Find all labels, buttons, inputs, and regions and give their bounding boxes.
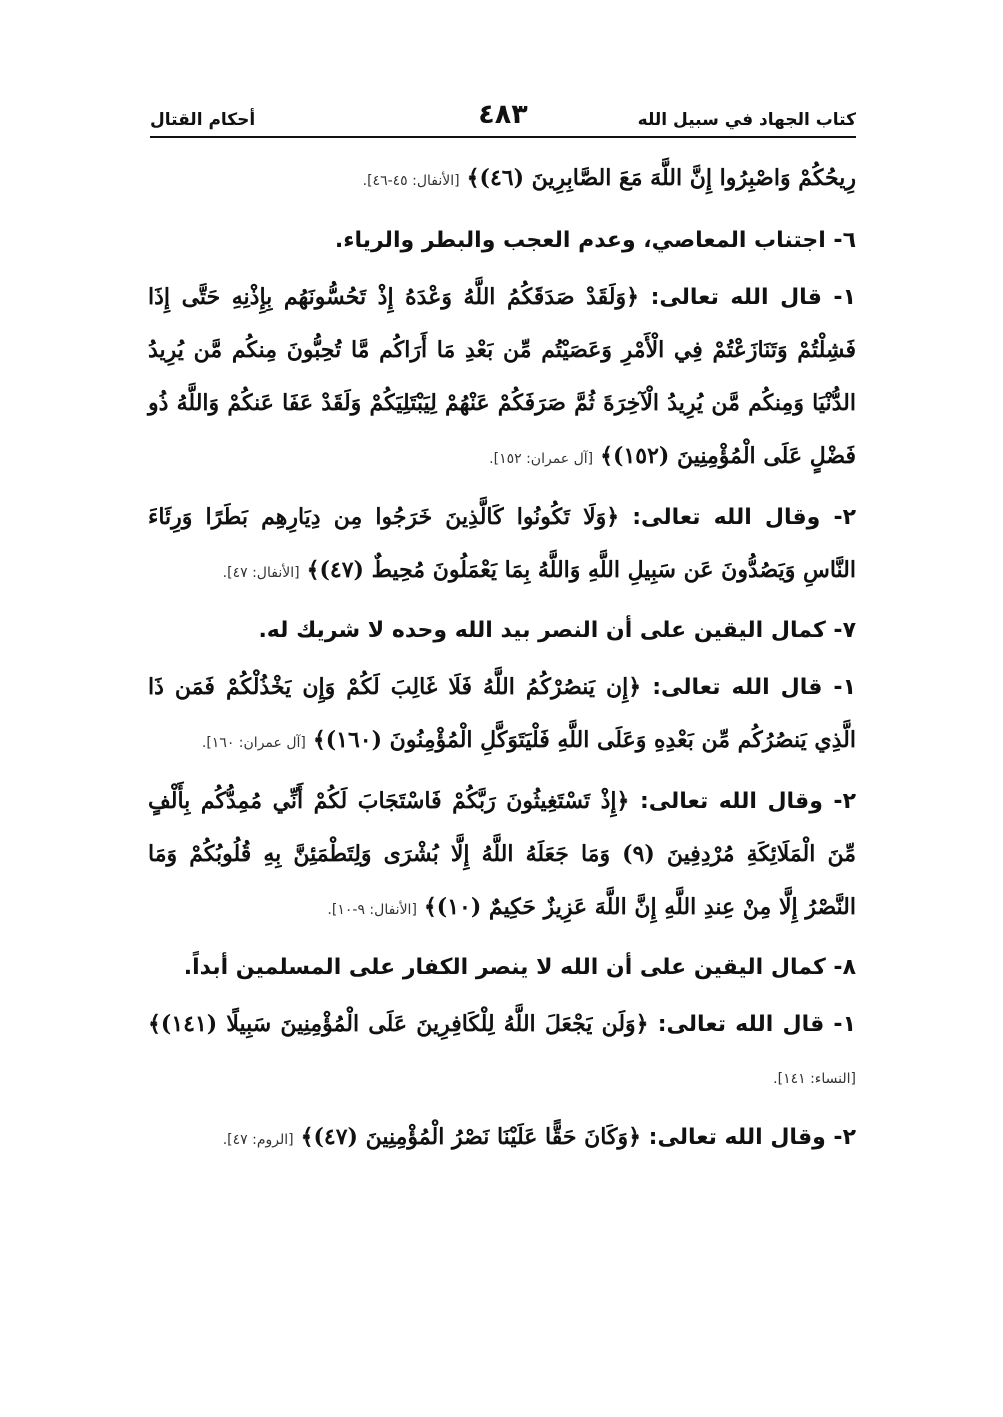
verse-reference: [آل عمران: ١٦٠]. xyxy=(201,735,306,751)
verse-text: إِن يَنصُرْكُمُ اللَّهُ فَلَا غَالِبَ لَكُمْ وَإِن يَخْذُلْكُمْ فَمَن ذَا الَّذِي يَنصُرُكُم مِّن بَعْدِهِ وَعَلَى اللَّهِ فَلْيَتَوَكَّلِ الْمُؤْمِنُونَ (١٦٠)﴾ xyxy=(148,674,856,753)
verse-text: وَلَقَدْ صَدَقَكُمُ اللَّهُ وَعْدَهُ إِذْ تَحُسُّونَهُم بِإِذْنِهِ حَتَّى إِذَا فَشِلْتُمْ وَتَنَازَعْتُمْ فِي الْأَمْرِ وَعَصَيْتُم مِّن بَعْدِ مَا أَرَاكُم مَّا تُحِبُّونَ مِنكُم مَّن يُرِيدُ الدُّنْيَا وَمِنكُم مَّن يُرِيدُ الْآخِرَةَ ثُمَّ صَرَفَكُمْ عَنْهُمْ لِيَبْتَلِيَكُمْ وَلَقَدْ عَفَا عَنكُمْ وَاللَّهُ ذُو فَضْلٍ عَلَى الْمُؤْمِنِينَ (١٥٢)﴾ xyxy=(148,284,856,469)
chapter-title: أحكام القتال xyxy=(150,110,256,130)
section7-item1 xyxy=(148,661,856,769)
verse-text: إِذْ تَسْتَغِيثُونَ رَبَّكُمْ فَاسْتَجَابَ لَكُمْ أَنِّي مُمِدُّكُم بِأَلْفٍ مِّنَ الْمَلَائِكَةِ مُرْدِفِينَ (٩) وَمَا جَعَلَهُ اللَّهُ إِلَّا بُشْرَى وَلِتَطْمَئِنَّ بِهِ قُلُوبُكُمْ وَمَا النَّصْرُ إِلَّا مِنْ عِندِ اللَّهِ إِنَّ اللَّهَ عَزِيزٌ حَكِيمٌ (١٠)﴾ xyxy=(148,788,856,920)
book-title: كتاب الجهاد في سبيل الله xyxy=(637,110,856,130)
page-body xyxy=(148,152,856,1172)
item-intro: ١- قال الله تعالى: ﴿ xyxy=(635,1012,856,1037)
section8-item2 xyxy=(148,1111,856,1166)
item-intro: ٢- وقال الله تعالى: ﴿ xyxy=(616,789,856,814)
verse-reference: [الأنفال: ٤٧]. xyxy=(222,565,300,581)
item-intro: ١- قال الله تعالى: ﴿ xyxy=(626,285,856,310)
section-heading-8: ٨- كمال اليقين على أن الله لا ينصر الكفار على المسلمين أبداً. xyxy=(183,955,856,980)
section6-item2 xyxy=(148,491,856,599)
section6-item1 xyxy=(148,271,856,485)
section8-item1 xyxy=(148,998,856,1105)
section7-item2 xyxy=(148,775,856,936)
verse-reference: [الأنفال: ٤٥-٤٦]. xyxy=(362,173,460,189)
verse-text: وَلَن يَجْعَلَ اللَّهُ لِلْكَافِرِينَ عَلَى الْمُؤْمِنِينَ سَبِيلًا (١٤١)﴾ xyxy=(148,1011,636,1037)
verse-text: رِيحُكُمْ وَاصْبِرُوا إِنَّ اللَّهَ مَعَ الصَّابِرِينَ (٤٦)﴾ xyxy=(466,165,856,191)
page-header xyxy=(150,96,856,138)
item-intro: ٢- وقال الله تعالى: ﴿ xyxy=(628,1125,856,1150)
section-heading-6: ٦- اجتناب المعاصي، وعدم العجب والبطر والرياء. xyxy=(334,228,856,253)
verse-reference: [آل عمران: ١٥٢]. xyxy=(489,451,594,467)
verse-text: وَلَا تَكُونُوا كَالَّذِينَ خَرَجُوا مِن دِيَارِهِم بَطَرًا وَرِئَاءَ النَّاسِ وَيَصُدُّونَ عَن سَبِيلِ اللَّهِ وَاللَّهُ بِمَا يَعْمَلُونَ مُحِيطٌ (٤٧)﴾ xyxy=(148,504,856,583)
verse-reference: [الروم: ٤٧]. xyxy=(222,1132,294,1148)
verse-text: وَكَانَ حَقًّا عَلَيْنَا نَصْرُ الْمُؤْمِنِينَ (٤٧)﴾ xyxy=(300,1124,629,1150)
item-intro: ٢- وقال الله تعالى: ﴿ xyxy=(606,505,857,530)
continued-verse xyxy=(148,152,856,207)
verse-reference: [الأنفال: ٩-١٠]. xyxy=(327,902,417,918)
page-number: ٤٨٣ xyxy=(478,99,528,130)
section-heading-7: ٧- كمال اليقين على أن النصر بيد الله وحده لا شريك له. xyxy=(258,618,856,643)
item-intro: ١- قال الله تعالى: ﴿ xyxy=(628,675,856,700)
verse-reference: [النساء: ١٤١]. xyxy=(773,1071,856,1087)
